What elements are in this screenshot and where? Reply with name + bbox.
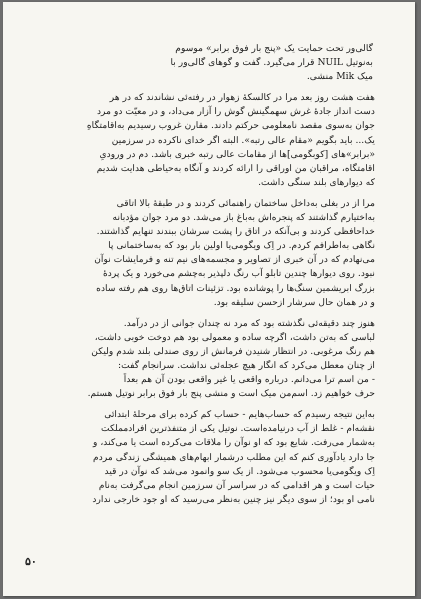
text-line: لباسی که به‌تن داشت، اگرچه ساده و معمولی بود هم دوخت خوبی داشت،	[94, 331, 375, 343]
text-line: می‌نهادم که در آن خبری از تصاویر و مجسمه‌های نیم تنه و فرمایشات نوآن	[94, 254, 375, 266]
page-number: ۵۰	[25, 555, 37, 568]
paragraph	[47, 317, 385, 402]
text-line: مرا از در بغلی به‌داخل ساختمان راهنمائی کردند و در طبقهٔ بالا اتاقی	[116, 197, 375, 209]
text-line: نبود. روی دیوارها چندین تابلو آب رنگ دلپذیر به‌چشم می‌خورد و یک پردهٔ	[102, 268, 375, 280]
paragraph	[47, 91, 385, 190]
text-line: - من اسم ترا می‌دانم. درباره واقعی یا غیر واقعی بودن آن هم بعداً	[123, 374, 375, 386]
text-line: به‌نوتیل NUIL قرار می‌گیرد. گفت و گوهای گالی‌ور با	[170, 57, 373, 69]
text-line: خداحافظی کردند و بی‌آنکه در اتاق را پشت سرشان ببندند تنهایم گذاشتند.	[96, 226, 375, 238]
text-line: حیات است و هر اقدامی که در سراسر آن سرزمین انجام می‌گرفت به‌نام	[98, 479, 375, 491]
text-line: و در همان حال سرشار ازحسن سلیقه بود.	[213, 296, 375, 308]
text-line: جا دارد یادآوری کنم که این مطلب درشمار ابهام‌های همیشگی زندگی مردم	[93, 451, 375, 463]
text-line: هفت هشت روز بعد مرا در کالسکهٔ زهوار در رفته‌ئی نشاندند که در هر	[109, 92, 375, 104]
text-line: حرف خواهیم زد. اسم‌من میک است و منشی پنج بار فوق برابر نوتیل هستم.	[87, 388, 375, 400]
text-line: هنوز چند دقیقه‌ئی نگذشته بود که مرد نه چندان جوانی از در درآمد.	[123, 317, 375, 329]
text-line: میک Mik منشی.	[306, 71, 373, 83]
text-line: از چنان معطل می‌کرد که انگار هیچ عجله‌ئی نداشت. سرانجام گفت:	[117, 359, 375, 371]
text-line: نقشه‌ام - غلط از آب درنیامده‌است. نوتیل یکی از متنفذترین افرادمملکت	[100, 423, 375, 435]
paragraph	[47, 408, 385, 507]
chapter-summary	[47, 42, 385, 84]
text-line: که دیوارهای بلند سنگی داشت.	[258, 176, 375, 188]
text-line: «برابر»های [کوبگومی]ها از مقامات عالی رتبه خبری باشد. دم در ورودیِ	[99, 148, 375, 160]
text-line: گالی‌ور تحت حمایت یک «پنج بار فوق برابر» موسوم	[175, 43, 373, 54]
page-text	[47, 42, 385, 514]
text-line: به‌اختیارم گذاشتند که پنجره‌اش به‌باغ باز می‌شد. دو مرد جوان مؤدبانه	[112, 212, 375, 224]
text-line: اِک ویگومی‌یا محسوب می‌شود. از یک سو وانمود می‌شد که نوآن در قید	[104, 465, 375, 477]
text-line: نگاهی به‌اطرافم کردم. در اِک ویگومی‌یا اولین بار بود که به‌ساختمانی پا	[108, 240, 375, 252]
text-line: جوان به‌سوی مقصد نامعلومی حرکتم دادند. مقارن غروب رسیدیم به‌اقامتگاهِ	[86, 120, 375, 132]
book-page	[3, 2, 415, 596]
text-line: هم رنگ مرغوبی. در انتظار شنیدن فرمانش از روی صندلی بلند شدم ولیکن	[91, 345, 375, 357]
text-line: بزرگ ابریشمین سنگ‌ها را پوشانده بود. تزئینات اتاق‌ها روی هم رفته ساده	[96, 282, 375, 294]
paragraph	[47, 197, 385, 310]
text-line: یک... باید بگویم «مقام عالی رتبه». البته اگر خدای ناکرده در سرزمین	[111, 134, 375, 146]
text-line: دست انداز جادهٔ غرش سهمگینش گوش را آزار می‌داد، و در معیّت دو مرد	[96, 106, 375, 118]
text-line: اقامتگاه، مراقبان من اوراقی را ارائه کردند و آنگاه به‌حیاطی هدایت شدیم	[96, 162, 375, 174]
text-line: به‌این نتیجه رسیدم که حساب‌هایم - حساب کم کرده برای مرحلهٔ ابتدائی	[104, 409, 375, 421]
text-line: نامی او بود؛ از سوی دیگر نیز چنین به‌نظر می‌رسید که او جود خارجی ندارد	[92, 493, 375, 505]
text-line: به‌شمار می‌رفت. شایع بود که او نوآن را ملاقات می‌کرده است یا می‌کند، و	[92, 437, 375, 449]
